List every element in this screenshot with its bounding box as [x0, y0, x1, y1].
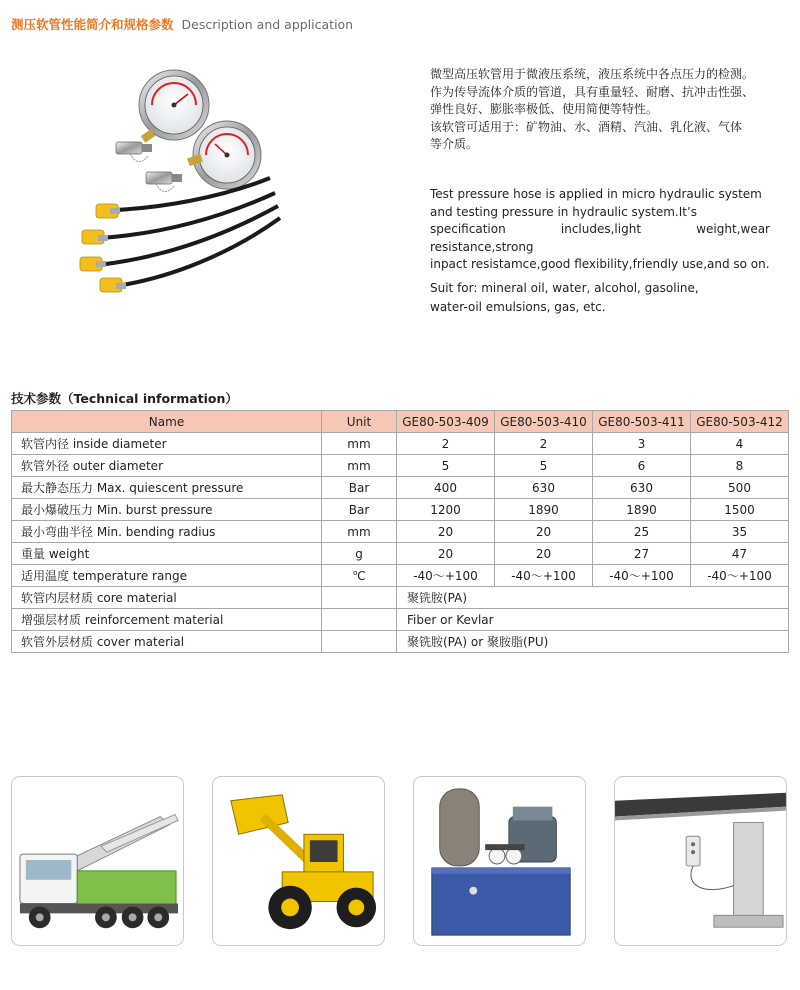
material-value: Fiber or Kevlar — [397, 609, 789, 631]
section-title-cn: 测压软管性能简介和规格参数 — [11, 17, 174, 32]
product-photo — [70, 58, 290, 328]
description-cn-line: 微型高压软管用于微液压系统，液压系统中各点压力的检测。 — [430, 67, 755, 81]
table-row — [12, 587, 789, 609]
section-title-en: Description and application — [181, 17, 354, 32]
table-cell: 630 — [495, 477, 593, 499]
table-cell: -40～+100 — [495, 565, 593, 587]
table-cell: 1200 — [397, 499, 495, 521]
tech-info-title: 技术参数（Technical information） — [11, 391, 238, 406]
column-header: GE80-503-412 — [691, 411, 789, 433]
material-unit-cell — [322, 609, 397, 631]
table-cell: 1500 — [691, 499, 789, 521]
material-name: 软管外层材质 cover material — [12, 631, 322, 653]
row-name: 最小爆破压力 Min. burst pressure — [12, 499, 322, 521]
suitable-media — [430, 279, 770, 316]
table-row — [12, 477, 789, 499]
table-cell: 400 — [397, 477, 495, 499]
material-unit-cell — [322, 587, 397, 609]
row-name: 软管内径 inside diameter — [12, 433, 322, 455]
table-cell: -40～+100 — [593, 565, 691, 587]
table-cell: -40～+100 — [691, 565, 789, 587]
table-cell: 20 — [495, 521, 593, 543]
material-name: 增强层材质 reinforcement material — [12, 609, 322, 631]
material-unit-cell — [322, 631, 397, 653]
table-cell: 20 — [397, 543, 495, 565]
description-en-line: inpact resistamce,good flexibility,friendly use,and so on. — [430, 257, 770, 271]
material-name: 软管内层材质 core material — [12, 587, 322, 609]
row-unit: mm — [322, 433, 397, 455]
table-cell: -40～+100 — [397, 565, 495, 587]
description-en-line: specification includes,light weight,wear resistance,strong — [430, 222, 770, 254]
table-cell: 20 — [495, 543, 593, 565]
column-header: GE80-503-410 — [495, 411, 593, 433]
material-value: 聚铣胺(PA) or 聚胺脂(PU) — [397, 631, 789, 653]
column-header: Name — [12, 411, 322, 433]
table-row — [12, 521, 789, 543]
table-row — [12, 609, 789, 631]
description-cn-line: 等介质。 — [430, 137, 479, 151]
row-unit: mm — [322, 521, 397, 543]
column-header: GE80-503-409 — [397, 411, 495, 433]
description-cn-line: 该软管可适用于：矿物油、水、酒精、汽油、乳化液、气体 — [430, 119, 743, 134]
row-unit: Bar — [322, 499, 397, 521]
material-value: 聚铣胺(PA) — [397, 587, 789, 609]
table-cell: 2 — [397, 433, 495, 455]
table-cell: 6 — [593, 455, 691, 477]
table-cell: 35 — [691, 521, 789, 543]
table-row — [12, 565, 789, 587]
table-cell: 1890 — [593, 499, 691, 521]
description-en-line: Test pressure hose is applied in micro hydraulic system — [430, 187, 762, 201]
row-unit: ℃ — [322, 565, 397, 587]
table-cell: 20 — [397, 521, 495, 543]
table-row — [12, 631, 789, 653]
table-cell: 27 — [593, 543, 691, 565]
row-unit: Bar — [322, 477, 397, 499]
table-row — [12, 455, 789, 477]
row-unit: mm — [322, 455, 397, 477]
spec-table — [11, 410, 789, 653]
column-header: GE80-503-411 — [593, 411, 691, 433]
table-cell: 3 — [593, 433, 691, 455]
row-unit: g — [322, 543, 397, 565]
description-cn-line: 弹性良好、膨胀率极低、使用简便等特性。 — [430, 102, 659, 116]
application-photos — [11, 776, 791, 946]
table-row — [12, 543, 789, 565]
row-name: 最小弯曲半径 Min. bending radius — [12, 521, 322, 543]
table-row — [12, 499, 789, 521]
section-header — [11, 15, 353, 33]
table-cell: 47 — [691, 543, 789, 565]
table-cell: 8 — [691, 455, 789, 477]
column-header: Unit — [322, 411, 397, 433]
table-cell: 5 — [495, 455, 593, 477]
hydraulic-power-unit-photo — [413, 776, 586, 946]
row-name: 最大静态压力 Max. quiescent pressure — [12, 477, 322, 499]
description-en-line: and testing pressure in hydraulic system.It’s — [430, 204, 698, 219]
table-cell: 4 — [691, 433, 789, 455]
table-cell: 1890 — [495, 499, 593, 521]
row-name: 重量 weight — [12, 543, 322, 565]
description-en — [430, 186, 770, 274]
description-cn — [430, 66, 770, 154]
description-cn-line: 作为传导流体介质的管道，具有重量轻、耐磨、抗冲击性强、 — [430, 84, 755, 99]
table-row — [12, 433, 789, 455]
row-name: 软管外径 outer diameter — [12, 455, 322, 477]
row-name: 适用温度 temperature range — [12, 565, 322, 587]
table-cell: 5 — [397, 455, 495, 477]
operating-table-photo — [614, 776, 787, 946]
wheel-loader-photo — [212, 776, 385, 946]
table-cell: 25 — [593, 521, 691, 543]
table-cell: 500 — [691, 477, 789, 499]
table-cell: 2 — [495, 433, 593, 455]
suitable-media-line: Suit for: mineral oil, water, alcohol, gasoline, — [430, 281, 699, 295]
table-header-row — [12, 411, 789, 433]
table-cell: 630 — [593, 477, 691, 499]
suitable-media-line: water-oil emulsions, gas, etc. — [430, 299, 606, 314]
concrete-pump-truck-photo — [11, 776, 184, 946]
